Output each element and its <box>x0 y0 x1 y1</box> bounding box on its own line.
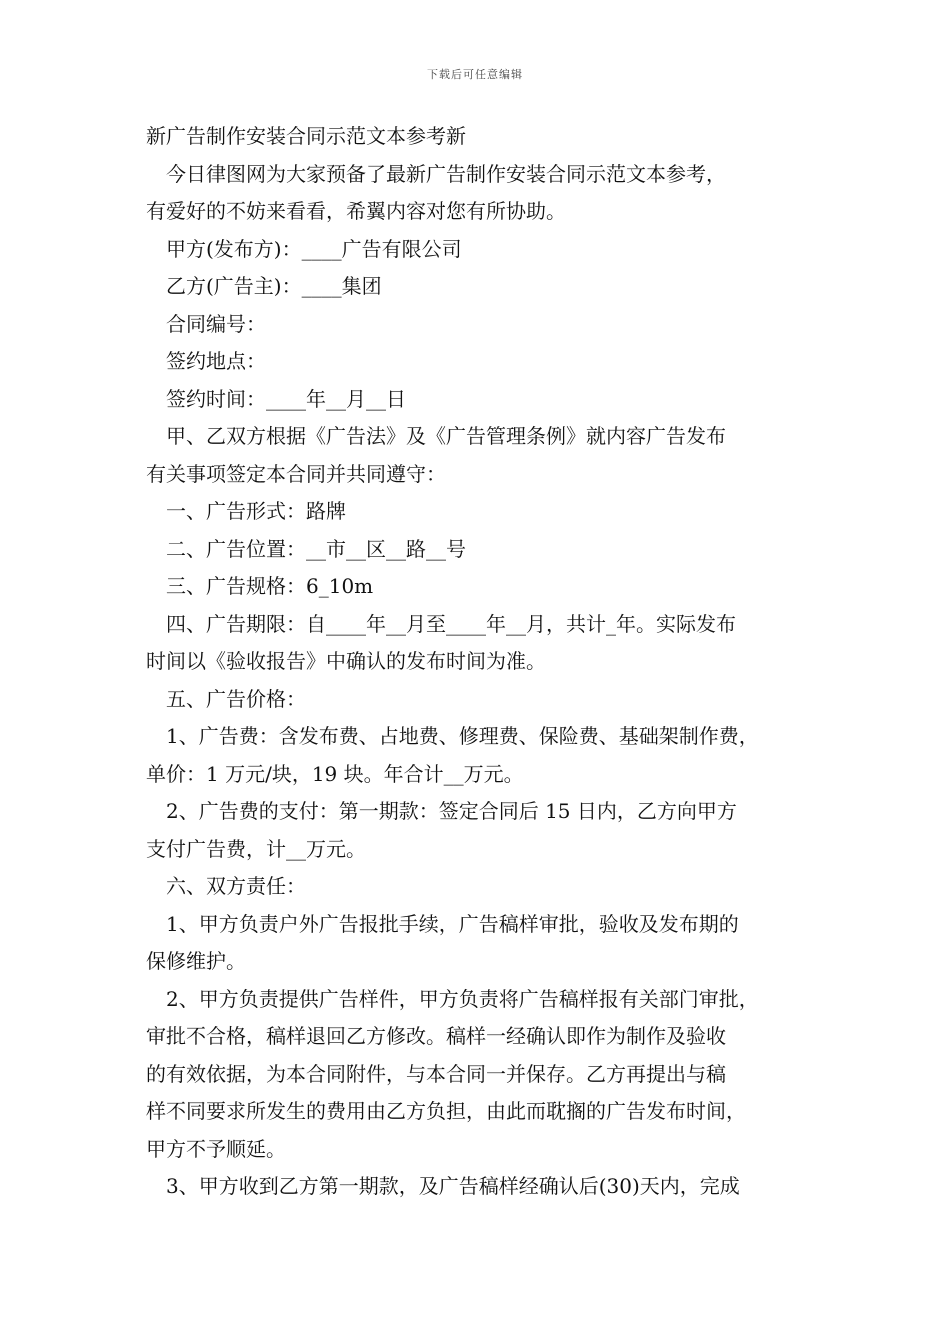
clause-line: 五、广告价格： <box>166 686 306 711</box>
document-title: 新广告制作安装合同示范文本参考新 <box>146 124 466 148</box>
sub-clause-line: 1、甲方负责户外广告报批手续，广告稿样审批，验收及发布期的 <box>166 911 739 936</box>
paragraph-line: 单价：1 万元/块，19 块。年合计__万元。 <box>146 761 524 786</box>
sub-clause-line: 2、广告费的支付：第一期款：签定合同后 15 日内，乙方向甲方 <box>166 799 737 823</box>
paragraph-line: 审批不合格，稿样退回乙方修改。稿样一经确认即作为制作及验收 <box>146 1024 726 1048</box>
contract-number-line: 合同编号： <box>166 311 266 336</box>
paragraph-line: 样不同要求所发生的费用由乙方负担，由此而耽搁的广告发布时间， <box>146 1099 746 1123</box>
clause-line: 二、广告位置：__市__区__路__号 <box>166 536 466 561</box>
document-body <box>146 118 826 1206</box>
paragraph-line: 的有效依据，为本合同附件，与本合同一并保存。乙方再提出与稿 <box>146 1061 726 1086</box>
paragraph-line: 有爱好的不妨来看看，希翼内容对您有所协助。 <box>146 199 566 223</box>
signing-place-line: 签约地点： <box>166 349 266 373</box>
sub-clause-line: 2、甲方负责提供广告样件，甲方负责将广告稿样报有关部门审批， <box>166 986 759 1011</box>
paragraph-line: 甲、乙双方根据《广告法》及《广告管理条例》就内容广告发布 <box>166 424 726 448</box>
party-a-line: 甲方(发布方)：____广告有限公司 <box>166 236 462 261</box>
clause-line: 四、广告期限：自____年__月至____年__月，共计_年。实际发布 <box>166 611 736 636</box>
sub-clause-line: 1、广告费：含发布费、占地费、修理费、保险费、基础架制作费， <box>166 724 759 748</box>
party-b-line: 乙方(广告主)：____集团 <box>166 274 382 298</box>
paragraph-line: 保修维护。 <box>146 949 246 973</box>
clause-line: 六、双方责任： <box>166 874 306 898</box>
signing-date-line: 签约时间：____年__月__日 <box>166 386 406 411</box>
paragraph-line: 今日律图网为大家预备了最新广告制作安装合同示范文本参考， <box>166 161 726 186</box>
paragraph-line: 甲方不予顺延。 <box>146 1136 286 1161</box>
paragraph-line: 支付广告费，计__万元。 <box>146 836 366 861</box>
sub-clause-line: 3、甲方收到乙方第一期款，及广告稿样经确认后(30)天内，完成 <box>166 1174 740 1198</box>
page-header: 下载后可任意编辑 <box>427 68 523 81</box>
clause-line: 一、广告形式：路牌 <box>166 499 346 523</box>
paragraph-line: 时间以《验收报告》中确认的发布时间为准。 <box>146 649 546 673</box>
clause-line: 三、广告规格：6_10m <box>166 574 374 598</box>
paragraph-line: 有关事项签定本合同并共同遵守： <box>146 461 446 486</box>
